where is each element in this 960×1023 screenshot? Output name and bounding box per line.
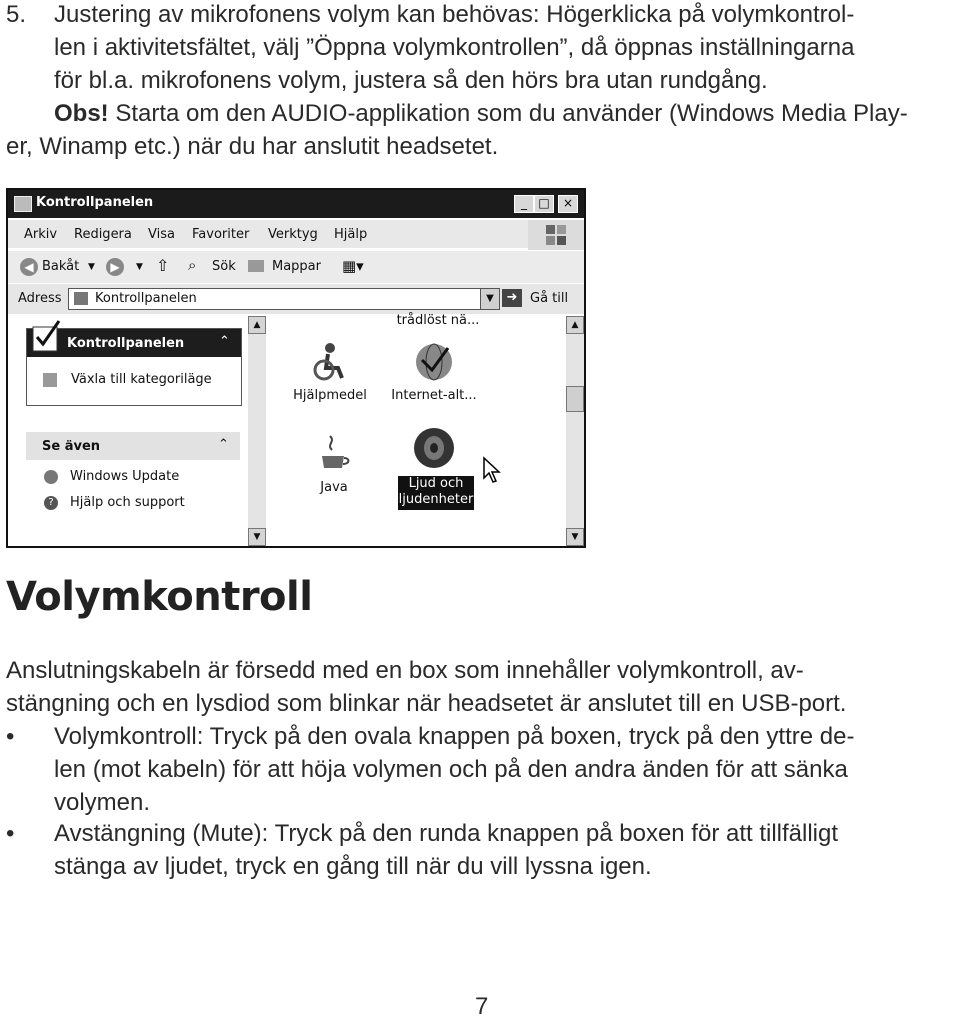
java-label[interactable]: Java [320, 480, 348, 495]
maximize-button[interactable]: □ [534, 195, 554, 213]
step-line: len i aktivitetsfältet, välj ”Öppna volymkontrollen”, då öppnas inställningarna [54, 34, 855, 61]
collapse-icon[interactable]: ⌃ [219, 334, 230, 349]
address-bar [8, 284, 584, 314]
obs-text: Starta om den AUDIO-applikation som du använder (Windows Media Play- [108, 100, 908, 127]
windows-update-icon [44, 470, 58, 484]
step-line: för bl.a. mikrofonens volym, justera så den hörs bra utan rundgång. [54, 67, 768, 94]
help-icon: ? [44, 496, 58, 510]
scroll-down-icon[interactable]: ▼ [248, 528, 266, 546]
scroll-up-icon[interactable]: ▲ [248, 316, 266, 334]
control-panel-screenshot [6, 188, 586, 548]
intro-line: stängning och en lysdiod som blinkar när headsetet är anslutet till en USB-port. [6, 690, 847, 717]
menu-arkiv[interactable]: Arkiv [24, 227, 58, 242]
menu-visa[interactable]: Visa [148, 227, 175, 242]
see-also-header [26, 432, 240, 460]
back-button[interactable]: Bakåt [42, 259, 80, 274]
views-icon[interactable]: ▦▾ [342, 257, 364, 275]
section-heading: Volymkontroll [6, 574, 313, 620]
bullet-line: stänga av ljudet, tryck en gång till när du vill lyssna igen. [54, 853, 652, 880]
control-panel-icon [74, 292, 88, 305]
folders-button[interactable]: Mappar [272, 259, 321, 274]
bullet-line: volymen. [54, 789, 151, 816]
go-button[interactable]: Gå till [530, 291, 569, 306]
bullet-line: Avstängning (Mute): Tryck på den runda knappen på boxen för att tillfälligt [54, 820, 839, 847]
sound-label-2[interactable]: ljudenheter [398, 492, 474, 507]
menu-redigera[interactable]: Redigera [74, 227, 132, 242]
help-support-link[interactable]: Hjälp och support [70, 495, 185, 510]
step-number: 5. [6, 1, 27, 28]
go-arrow-icon[interactable]: ➜ [502, 289, 522, 307]
folder-icon [14, 196, 32, 212]
left-scrollbar[interactable] [248, 316, 266, 546]
right-scrollbar[interactable] [566, 316, 584, 546]
switch-view-icon [43, 373, 57, 387]
obs-line [54, 97, 956, 130]
obs-line-2: er, Winamp etc.) när du har anslutit headsetet. [6, 133, 499, 160]
items-pane [270, 313, 584, 546]
accessibility-label[interactable]: Hjälpmedel [293, 388, 367, 403]
window-title: Kontrollpanelen [36, 195, 154, 210]
checklist-icon [31, 319, 61, 353]
step-text [54, 0, 956, 130]
folders-icon [248, 260, 264, 272]
address-label: Adress [18, 291, 62, 306]
internet-options-label[interactable]: Internet-alt... [391, 388, 477, 403]
intro-line: Anslutningskabeln är försedd med en box som innehåller volymkontroll, av- [6, 657, 804, 684]
scroll-up-icon[interactable]: ▲ [566, 316, 584, 334]
page-number: 7 [475, 993, 489, 1020]
bullet-text [54, 720, 956, 819]
java-icon[interactable] [318, 434, 350, 474]
control-panel-box-title: Kontrollpanelen [67, 336, 185, 351]
address-input[interactable] [68, 288, 500, 310]
close-button[interactable]: × [558, 195, 578, 213]
network-item-label[interactable]: trådlöst nä... [396, 313, 480, 328]
scroll-down-icon[interactable]: ▼ [566, 528, 584, 546]
mouse-cursor-icon [482, 456, 502, 484]
back-arrow-icon: ◀ [20, 258, 38, 276]
up-folder-icon[interactable]: ⇧ [156, 256, 170, 275]
see-also-title: Se även [42, 439, 101, 454]
bullet-text [54, 817, 956, 883]
see-also-box [26, 432, 240, 542]
selected-item-highlight [398, 476, 474, 510]
windows-update-link[interactable]: Windows Update [70, 469, 180, 484]
search-button[interactable]: Sök [212, 259, 236, 274]
scroll-thumb[interactable] [566, 386, 584, 412]
menu-favoriter[interactable]: Favoriter [192, 227, 250, 242]
address-dropdown-icon[interactable]: ▼ [480, 289, 499, 309]
menu-bar [8, 220, 584, 248]
minimize-button[interactable]: _ [514, 195, 534, 213]
switch-view-link[interactable]: Växla till kategoriläge [71, 372, 212, 387]
collapse-icon[interactable]: ⌃ [218, 437, 229, 452]
bullet-icon: • [6, 723, 15, 750]
obs-label: Obs! [54, 100, 109, 127]
toolbar [8, 250, 584, 283]
accessibility-icon[interactable] [308, 342, 348, 382]
bullet-line: len (mot kabeln) för att höja volymen och på den andra änden för att sänka [54, 756, 848, 783]
intro-paragraph [6, 654, 956, 720]
windows-logo-icon [528, 220, 584, 250]
control-panel-box [26, 328, 242, 406]
bullet-line: Volymkontroll: Tryck på den ovala knappen på boxen, tryck på den yttre de- [54, 723, 855, 750]
window-titlebar [8, 190, 584, 218]
speaker-icon[interactable] [410, 426, 458, 472]
search-icon: ⌕ [188, 256, 197, 274]
task-pane [8, 316, 266, 546]
forward-dropdown-icon[interactable]: ▼ [136, 262, 143, 272]
back-dropdown-icon[interactable]: ▼ [88, 262, 95, 272]
address-value: Kontrollpanelen [95, 291, 197, 306]
forward-button[interactable]: ▶ [106, 258, 124, 276]
menu-hjalp[interactable]: Hjälp [334, 227, 368, 242]
internet-options-icon[interactable] [412, 340, 456, 384]
sound-label-1[interactable]: Ljud och [408, 476, 464, 491]
bullet-icon: • [6, 820, 15, 847]
control-panel-box-header [27, 329, 241, 357]
menu-verktyg[interactable]: Verktyg [268, 227, 318, 242]
step-line: Justering av mikrofonens volym kan behövas: Högerklicka på volymkontrol- [54, 1, 855, 28]
